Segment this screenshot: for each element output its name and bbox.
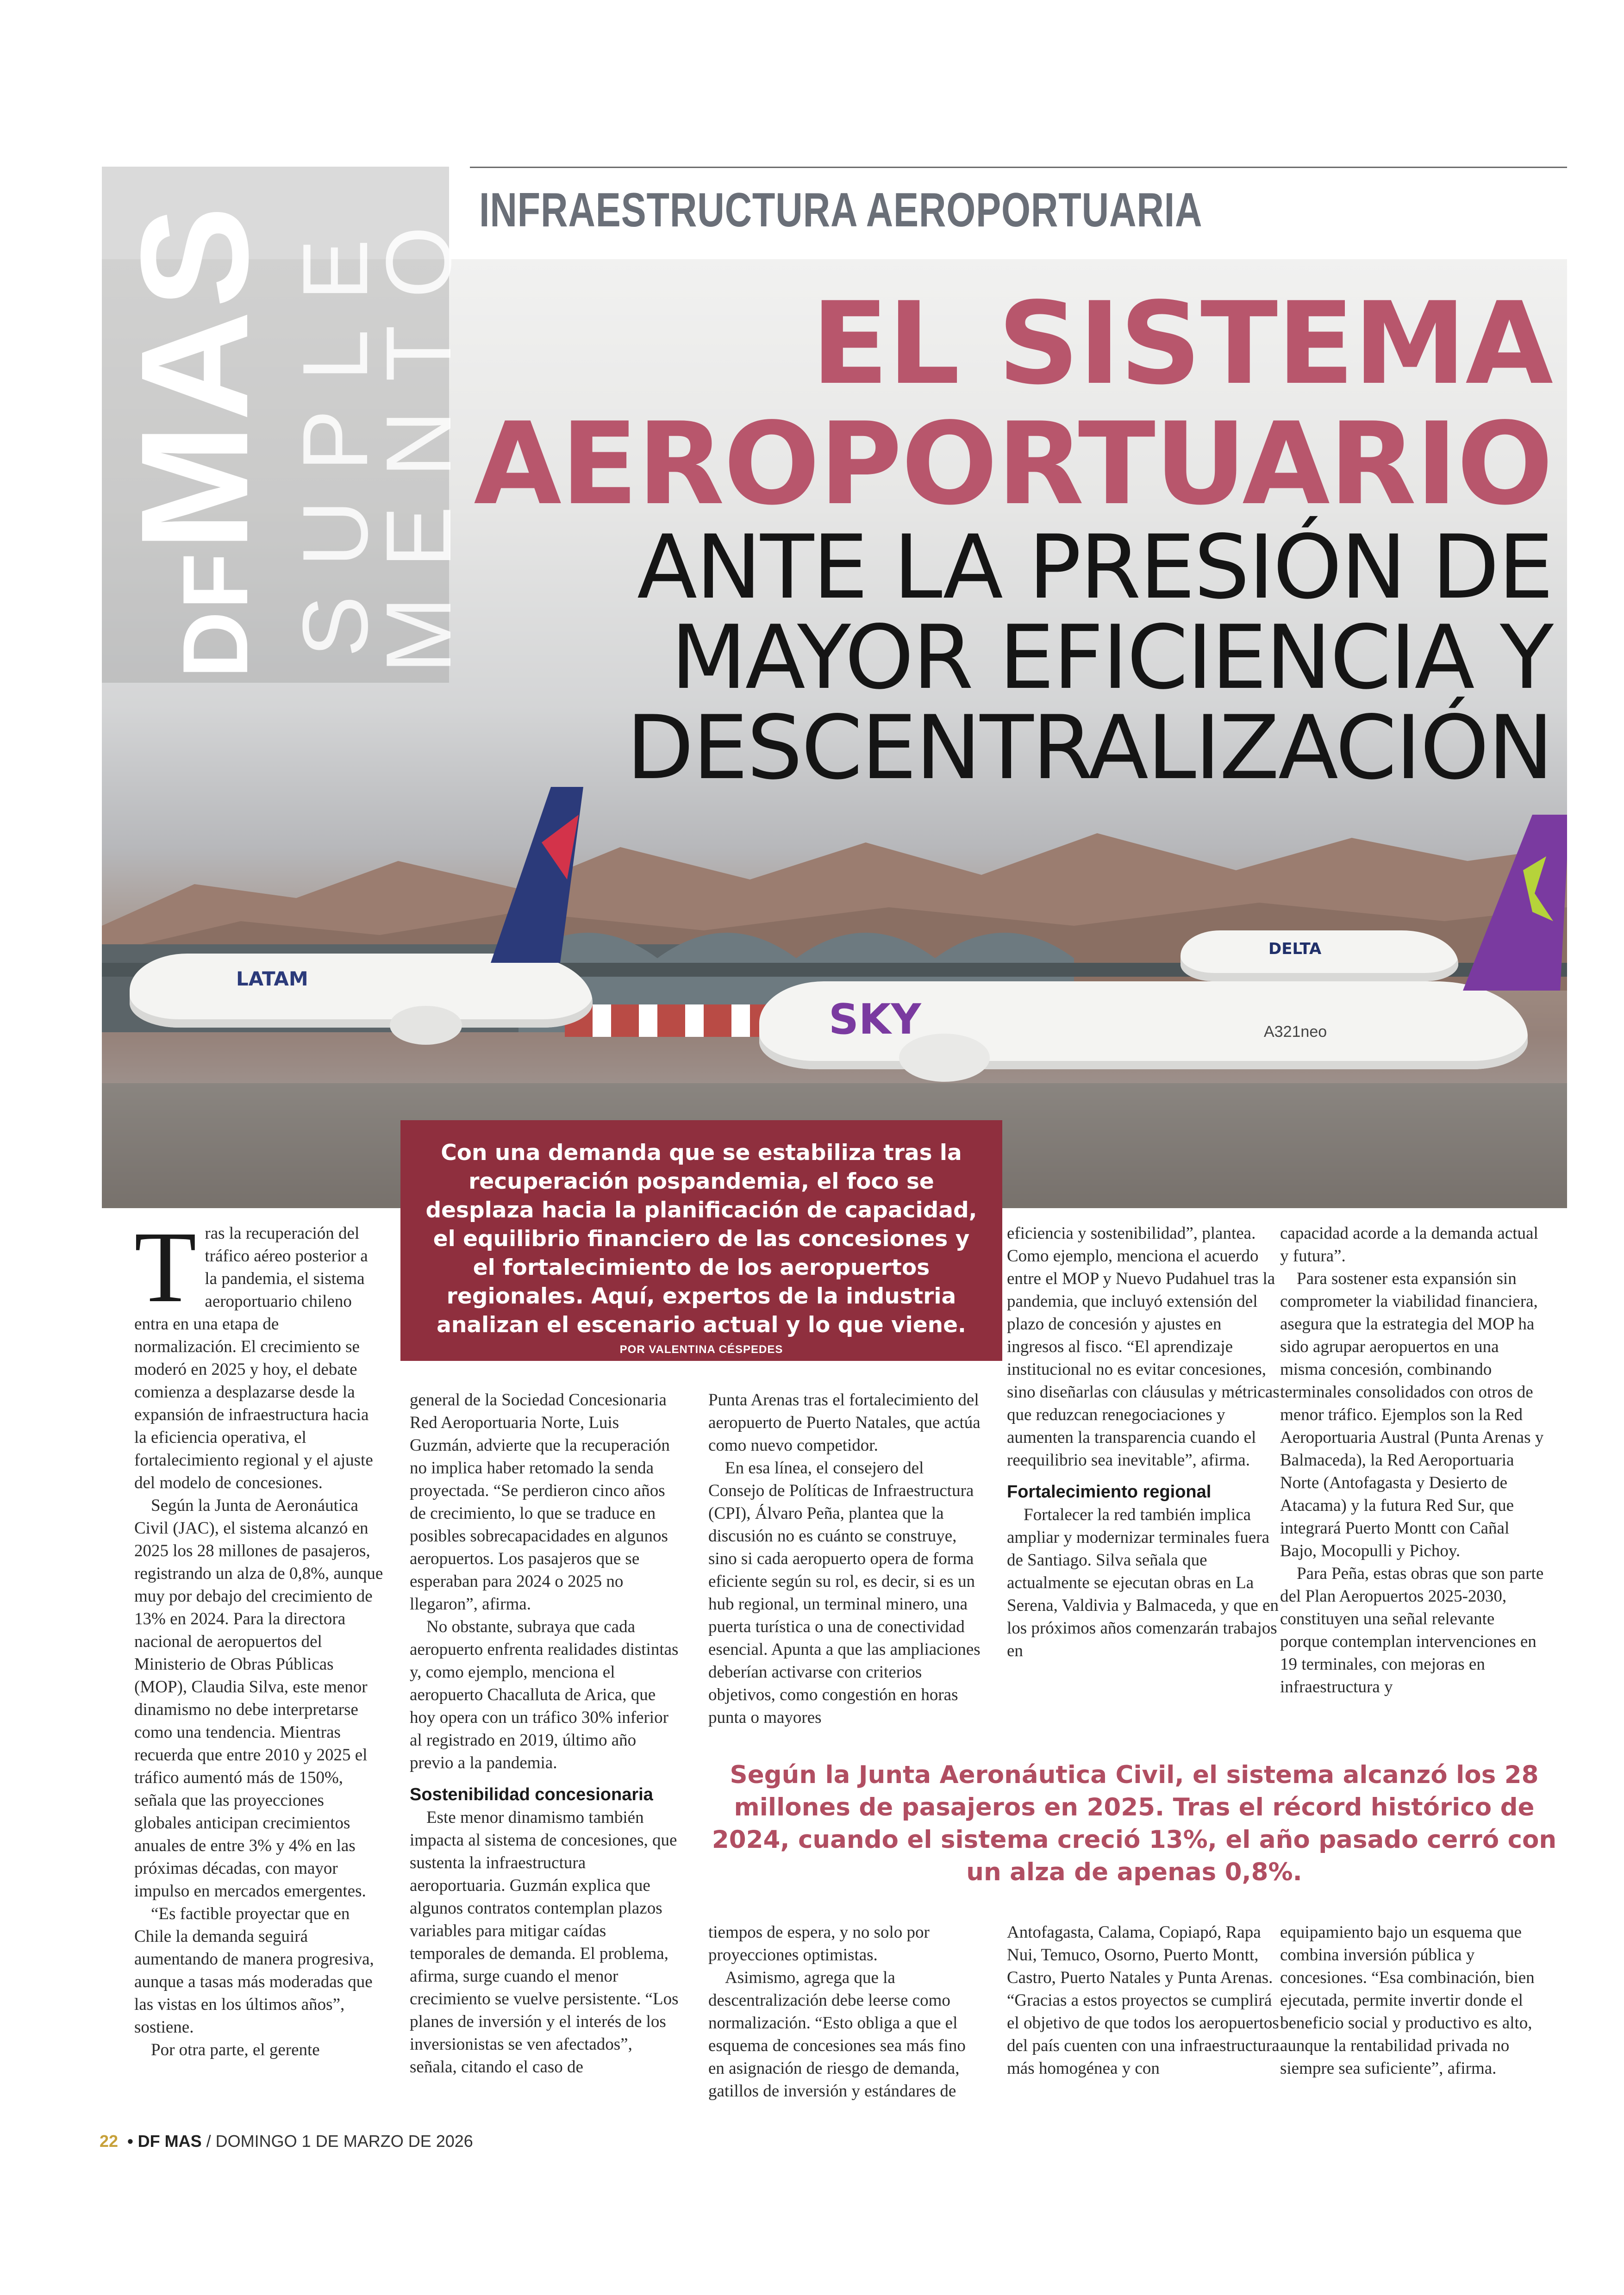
paragraph: general de la Sociedad Concesionaria Red Aeroportuaria Norte, Luis Guzmán, advierte que la recuperación no implica haber retomado la senda proyectada. “Se perdieron cinco años de crecimiento, lo que se traduce en posibles sobrecapacidades en algunos aeropuertos. Los pasajeros que se esperaban para 2024 o 2025 no llegaron”, afirma. bbox=[410, 1391, 670, 1614]
article-column-4-continued bbox=[1007, 1921, 1280, 2080]
paragraph: ras la recuperación del tráfico aéreo posterior a la pandemia, el sistema aeroportuario chileno entra en una etapa de normalización. El crecimiento se moderó en 2025 y hoy, el debate comienza a desplazarse desde la expansión de infraestructura hacia la eficiencia operativa, el fortalecimiento regional y el ajuste del modelo de concesiones. bbox=[134, 1224, 373, 1492]
logo-mento: MENTO bbox=[367, 197, 470, 674]
sky-tail-icon bbox=[1454, 815, 1567, 991]
paragraph: En esa línea, el consejero del Consejo de Políticas de Infraestructura (CPI), Álvaro Peña, plantea que la discusión no es cuánto se construye, sino si cada aeropuerto opera de forma eficiente según su rol, es decir, si es un hub regional, un terminal minero, una puerta turística o una de conectividad esencial. Apunta a que las ampliaciones deberían activarse con criterios objetivos, como congestión en horas punta o mayores bbox=[708, 1459, 981, 1727]
sky-livery: SKY bbox=[829, 995, 921, 1044]
lead-text: Con una demanda que se estabiliza tras la recuperación pospandemia, el foco se desplaza hacia la planificación de capacidad, el equilibrio financiero de las concesiones y el fortalecimiento de los aeropuertos regionales. Aquí, expertos de la industria analizan el escenario actual y lo que viene. bbox=[425, 1140, 977, 1338]
delta-livery: DELTA bbox=[1268, 940, 1322, 958]
headline-line-2: AEROPORTUARIO bbox=[474, 398, 1552, 530]
article-column-3-continued bbox=[708, 1921, 981, 2102]
headline-line-1: EL SISTEMA bbox=[811, 278, 1552, 410]
subheading: Fortalecimiento regional bbox=[1007, 1482, 1212, 1502]
latam-engine-icon bbox=[389, 1004, 463, 1046]
article-column-5 bbox=[1280, 1222, 1544, 1698]
paragraph: Por otra parte, el gerente bbox=[151, 2040, 320, 2059]
article-column-1 bbox=[134, 1210, 384, 2061]
paragraph: Asimismo, agrega que la descentralización debe leerse como normalización. “Esto obliga a que el esquema de concesiones sea más fino en asignación de riesgo de demanda, gatillos de inversión y estándares de bbox=[708, 1968, 966, 2101]
pull-quote: Según la Junta Aeronáutica Civil, el sistema alcanzó los 28 millones de pasajeros en 2025. Tras el récord histórico de 2024, cuando el sistema creció 13%, el año pasado cerró con un alza de apenas 0,8%. bbox=[712, 1761, 1557, 1886]
latam-plane bbox=[130, 935, 630, 1032]
paragraph: tiempos de espera, y no solo por proyecciones optimistas. bbox=[708, 1923, 930, 1964]
subheadline-line-2: MAYOR EFICIENCIA Y bbox=[670, 606, 1552, 709]
paragraph: “Es factible proyectar que en Chile la demanda seguirá aumentando de manera progresiva, aunque a tasas más moderadas que las vistas en los últimos años”, sostiene. bbox=[134, 1904, 374, 2037]
article-column-3 bbox=[708, 1389, 981, 1729]
logo-df: DF bbox=[164, 551, 267, 678]
header-rule bbox=[470, 167, 1567, 168]
byline: POR VALENTINA CÉSPEDES bbox=[619, 1343, 783, 1356]
sky-plane bbox=[759, 963, 1555, 1083]
subheadline-line-1: ANTE LA PRESIÓN DE bbox=[637, 516, 1552, 618]
article-column-5-continued bbox=[1280, 1921, 1544, 2080]
paragraph: Antofagasta, Calama, Copiapó, Rapa Nui, Temuco, Osorno, Puerto Montt, Castro, Puerto Natales y Punta Arenas. “Gracias a estos proyectos se cumplirá el objetivo de que todos los aeropuertos del país cuenten con una infraestructura más homogénea y con bbox=[1007, 1923, 1280, 2078]
section-label: INFRAESTRUCTURA AEROPORTUARIA bbox=[479, 183, 1203, 237]
article-column-4 bbox=[1007, 1222, 1280, 1662]
page-number: 22 bbox=[100, 2132, 119, 2151]
article-column-2 bbox=[410, 1389, 683, 2078]
df-mas-logo bbox=[106, 203, 282, 678]
paragraph: Este menor dinamismo también impacta al sistema de concesiones, que sustenta la infraestructura aeroportuaria. Guzmán explica que algunos contratos contemplan plazos variables para mitigar caídas temporales de demanda. El problema, afirma, surge cuando el menor crecimiento se vuelve persistente. “Los planes de inversión y el interés de los inversionistas se ven afectados”, señala, citando el caso de bbox=[410, 1808, 679, 2077]
subheading: Sostenibilidad concesionaria bbox=[410, 1785, 653, 1804]
paragraph: equipamiento bajo un esquema que combina inversión pública y concesiones. “Esa combinación, bien ejecutada, permite invertir donde el beneficio social y productivo es alto, aunque la rentabilidad privada no siempre sea suficiente”, afirma. bbox=[1280, 1923, 1535, 2078]
paragraph: No obstante, subraya que cada aeropuerto enfrenta realidades distintas y, como ejemplo, menciona el aeropuerto Chacalluta de Arica, que hoy opera con un tráfico 30% inferior al registrado en 2019, último año previo a la pandemia. bbox=[410, 1617, 679, 1772]
paragraph: Según la Junta de Aeronáutica Civil (JAC), el sistema alcanzó en 2025 los 28 millones de pasajeros, registrando un alza de 0,8%, aunque muy por debajo del crecimiento de 13% en 2024. Para la directora nacional de aeropuertos del Ministerio de Obras Públicas (MOP), Claudia Silva, este menor dinamismo no debe interpretarse como una tendencia. Mientras recuerda que entre 2010 y 2025 el tráfico aumentó más de 150%, señala que las proyecciones globales anticipan crecimientos anuales de entre 3% y 4% en las próximas décadas, con mayor impulso en mercados emergentes. bbox=[134, 1496, 383, 1901]
sky-model: A321neo bbox=[1264, 1023, 1327, 1041]
paragraph: Fortalecer la red también implica ampliar y modernizar terminales fuera de Santiago. Silva señala que actualmente se ejecutan obras en La Serena, Valdivia y Balmaceda, y que en los próximos años comenzarán trabajos en bbox=[1007, 1505, 1279, 1660]
latam-tail-icon bbox=[472, 787, 593, 963]
logo-mas: MAS bbox=[109, 203, 280, 551]
lead-box bbox=[400, 1120, 1002, 1361]
logo-suple: SUPLE bbox=[284, 210, 387, 657]
paragraph: Para sostener esta expansión sin comprometer la viabilidad financiera, asegura que la estrategia del MOP ha sido agrupar aeropuertos en una misma concesión, combinando terminales consolidados con otros de menor tráfico. Ejemplos son la Red Aeroportuaria Austral (Punta Arenas y Balmaceda), la Red Aeroportuaria Norte (Antofagasta y Desierto de Atacama) y la futura Red Sur, que integrará Puerto Montt con Cañal Bajo, Mocopulli y Pichoy. bbox=[1280, 1269, 1544, 1560]
drop-cap: T bbox=[134, 1210, 197, 1323]
footer-brand: • DF MAS bbox=[127, 2132, 202, 2151]
footer-date: / DOMINGO 1 DE MARZO DE 2026 bbox=[206, 2132, 473, 2151]
paragraph: capacidad acorde a la demanda actual y futura”. bbox=[1280, 1224, 1538, 1266]
paragraph: eficiencia y sostenibilidad”, plantea. Como ejemplo, menciona el acuerdo entre el MOP y Nuevo Pudahuel tras la pandemia, que incluyó extensión del plazo de concesión y ajustes en ingresos al fisco. “El aprendizaje institucional no es evitar concesiones, sino diseñarlas con cláusulas y métricas que reduzcan renegociaciones y aumenten la transparencia cuando el reequilibrio sea inevitable”, afirma. bbox=[1007, 1224, 1280, 1470]
latam-livery: LATAM bbox=[236, 967, 308, 990]
subheadline-line-3: DESCENTRALIZACIÓN bbox=[626, 697, 1552, 799]
page-footer bbox=[100, 2132, 473, 2151]
paragraph: Punta Arenas tras el fortalecimiento del aeropuerto de Puerto Natales, que actúa como nuevo competidor. bbox=[708, 1391, 981, 1455]
paragraph: Para Peña, estas obras que son parte del Plan Aeropuertos 2025-2030, constituyen una señal relevante porque contemplan intervenciones en 19 terminales, con mejoras en infraestructura y bbox=[1280, 1564, 1544, 1696]
